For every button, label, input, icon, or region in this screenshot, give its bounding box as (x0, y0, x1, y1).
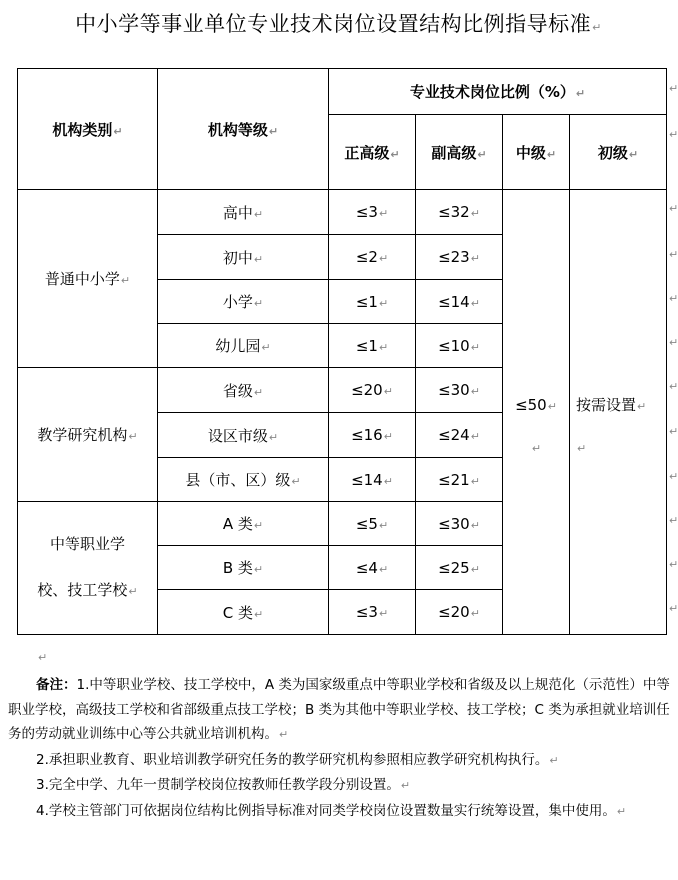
vice-cell: ≤30↵ (416, 368, 503, 413)
vice-cell: ≤25↵ (416, 546, 503, 590)
vice-cell: ≤32↵ (416, 190, 503, 235)
category-cell: 普通中小学↵ (18, 190, 158, 368)
senior-cell: ≤3↵ (329, 190, 416, 235)
level-cell: 高中↵ (158, 190, 329, 235)
level-cell: 幼儿园↵ (158, 324, 329, 368)
notes-label: 备注： (36, 677, 77, 693)
senior-cell: ≤5↵ (329, 502, 416, 546)
header-senior: 正高级↵ (329, 115, 416, 190)
vice-cell: ≤21↵ (416, 458, 503, 502)
table-header-row (18, 69, 667, 115)
category-cell: 教学研究机构↵ (18, 368, 158, 502)
table-row (18, 190, 667, 235)
level-cell: A 类↵ (158, 502, 329, 546)
note-2: 2.承担职业教育、职业培训教学研究任务的教学研究机构参照相应教学研究机构执行。↵ (36, 751, 559, 768)
note-3: 3.完全中学、九年一贯制学校岗位按教师任教学段分别设置。↵ (36, 777, 411, 793)
standards-table (17, 68, 667, 635)
junior-value-cell: 按需设置↵ ↵ (570, 190, 667, 635)
level-cell: C 类↵ (158, 590, 329, 635)
header-ratio-group: 专业技术岗位比例（%）↵ (329, 69, 667, 115)
senior-cell: ≤3↵ (329, 590, 416, 635)
senior-cell: ≤2↵ (329, 235, 416, 280)
vice-cell: ≤20↵ (416, 590, 503, 635)
vice-cell: ≤14↵ (416, 280, 503, 324)
middle-value-cell: ≤50↵ ↵ (503, 190, 570, 635)
level-cell: B 类↵ (158, 546, 329, 590)
senior-cell: ≤20↵ (329, 368, 416, 413)
blank-line: ↵ (38, 651, 48, 664)
vice-cell: ≤30↵ (416, 502, 503, 546)
level-cell: 县（市、区）级↵ (158, 458, 329, 502)
header-level: 机构等级↵ (158, 69, 329, 190)
level-cell: 省级↵ (158, 368, 329, 413)
header-middle: 中级↵ (503, 115, 570, 190)
paragraph-mark: ↵ (592, 21, 602, 34)
category-cell: 中等职业学 校、技工学校↵ (18, 502, 158, 635)
senior-cell: ≤16↵ (329, 413, 416, 458)
vice-cell: ≤10↵ (416, 324, 503, 368)
row-end-marks: ↵ ↵ ↵ ↵ ↵ ↵ ↵ ↵ ↵ ↵ ↵ ↵ (669, 82, 678, 615)
note-1: 备注：1.中等职业学校、技工学校中，A 类为国家级重点中等职业学校和省级及以上规范化（示范性）中等职业学校，高级技工学校和省部级重点技工学校；B 类为其他中等职业学校、技工学校；C 类为承担就业培训任务的劳动就业训练中心等公共就业培训机构。↵ (8, 677, 670, 742)
level-cell: 小学↵ (158, 280, 329, 324)
notes-section (8, 650, 670, 824)
title-text: 中小学等事业单位专业技术岗位设置结构比例指导标准 (75, 12, 592, 36)
level-cell: 设区市级↵ (158, 413, 329, 458)
header-vice-senior: 副高级↵ (416, 115, 503, 190)
note-4: 4.学校主管部门可依据岗位结构比例指导标准对同类学校岗位设置数量实行统筹设置，集中使用。↵ (36, 802, 627, 819)
level-cell: 初中↵ (158, 235, 329, 280)
senior-cell: ≤1↵ (329, 280, 416, 324)
senior-cell: ≤4↵ (329, 546, 416, 590)
page-title (0, 8, 677, 38)
senior-cell: ≤1↵ (329, 324, 416, 368)
vice-cell: ≤23↵ (416, 235, 503, 280)
header-category: 机构类别↵ (18, 69, 158, 190)
header-junior: 初级↵ (570, 115, 667, 190)
senior-cell: ≤14↵ (329, 458, 416, 502)
vice-cell: ≤24↵ (416, 413, 503, 458)
